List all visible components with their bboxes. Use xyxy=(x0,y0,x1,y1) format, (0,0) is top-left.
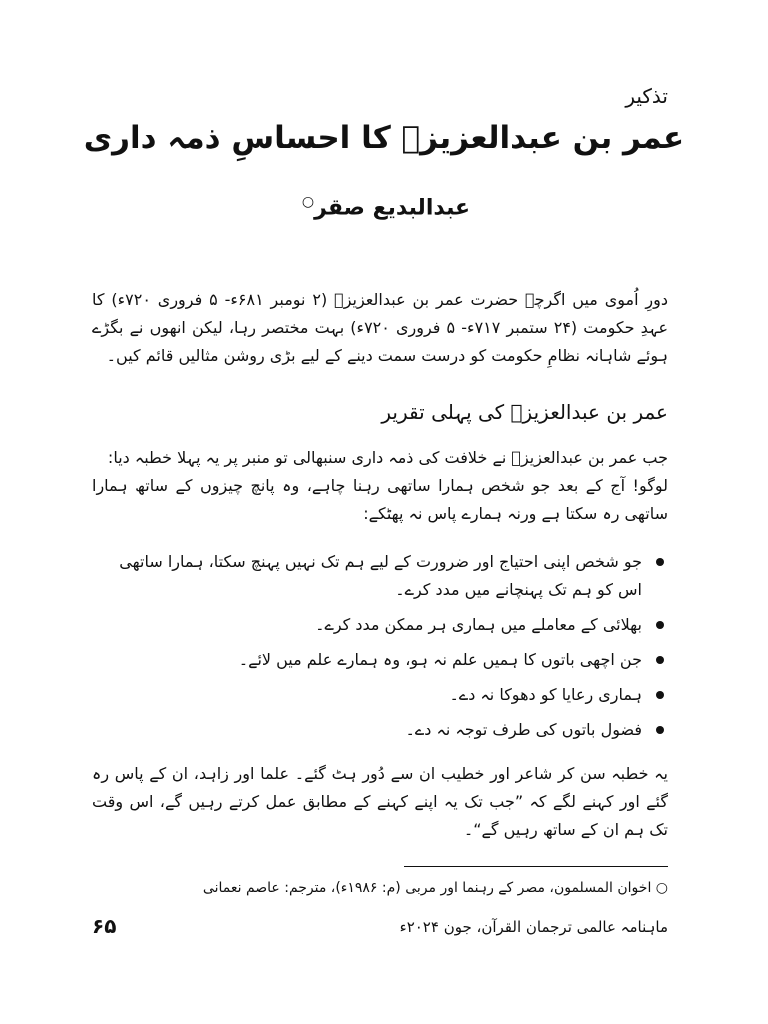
list-item-text: فضول باتوں کی طرف توجہ نہ دے۔ xyxy=(405,720,642,739)
list-item xyxy=(92,646,668,674)
khutba-paragraph: لوگو! آج کے بعد جو شخص ہمارا ساتھی رہنا چاہے، وہ پانچ چیزوں کے ساتھ ہمارا ساتھی رہ سکتا ہے ورنہ ہمارے پاس نہ پھٹکے: xyxy=(92,476,668,523)
section-tag: تذکیر xyxy=(625,84,668,108)
list-item xyxy=(92,716,668,744)
bullet-icon xyxy=(656,691,664,699)
list-item-text: جو شخص اپنی احتیاج اور ضرورت کے لیے ہم تک نہیں پہنچ سکتا، ہمارا ساتھی اس کو ہم تک پہنچانے میں مدد کرے۔ xyxy=(119,552,642,599)
bullet-icon xyxy=(656,656,664,664)
page-number: ۶۵ xyxy=(92,914,117,938)
list-item xyxy=(92,548,668,604)
bullet-icon xyxy=(656,621,664,629)
bullet-list xyxy=(92,548,668,751)
footnote-divider xyxy=(404,866,668,867)
list-item xyxy=(92,611,668,639)
page-title: عمر بن عبدالعزیزؒ کا احساسِ ذمہ داری xyxy=(83,120,685,156)
list-item-text: ہماری رعایا کو دھوکا نہ دے۔ xyxy=(449,685,642,704)
section-heading: عمر بن عبدالعزیزؒ کی پہلی تقریر xyxy=(381,400,668,424)
author-line xyxy=(0,194,768,220)
footnote-marker: ○ xyxy=(301,194,315,210)
bullet-icon xyxy=(656,558,664,566)
closing-paragraph: یہ خطبہ سن کر شاعر اور خطیب ان سے دُور ہٹ گئے۔ علما اور زاہد، ان کے پاس رہ گئے اور کہنے لگے کہ ”جب تک یہ اپنے کہنے کے مطابق عمل کرتے رہیں گے، اس وقت تک ہم ان کے ساتھ رہیں گے“۔ xyxy=(92,764,668,839)
journal-footer: ماہنامہ عالمی ترجمان القرآن، جون ۲۰۲۴ء xyxy=(399,918,668,936)
footnote: ○ اخوان المسلمون، مصر کے رہنما اور مربی (م: ۱۹۸۶ء)، مترجم: عاصم نعمانی xyxy=(202,880,668,896)
intro-paragraph: دورِ اُموی میں اگرچہ حضرت عمر بن عبدالعزیزؒ (۲ نومبر ۶۸۱ء- ۵ فروری ۷۲۰ء) کا عہدِ حکومت (۲۴ ستمبر ۷۱۷ء- ۵ فروری ۷۲۰ء) بہت مختصر رہا، لیکن انھوں نے بگڑے ہوئے شاہانہ نظامِ حکومت کو درست سمت دینے کے لیے بڑی روشن مثالیں قائم کیں۔ xyxy=(92,290,669,365)
list-item-text: بھلائی کے معاملے میں ہماری ہر ممکن مدد کرے۔ xyxy=(315,615,642,634)
list-item-text: جن اچھی باتوں کا ہمیں علم نہ ہو، وہ ہمارے علم میں لائے۔ xyxy=(238,650,642,669)
author-name: عبدالبدیع صقر xyxy=(314,195,471,221)
khutba-intro-paragraph: جب عمر بن عبدالعزیزؒ نے خلافت کی ذمہ داری سنبھالی تو منبر پر یہ پہلا خطبہ دیا: xyxy=(107,448,668,467)
list-item xyxy=(92,681,668,709)
bullet-icon xyxy=(656,726,664,734)
